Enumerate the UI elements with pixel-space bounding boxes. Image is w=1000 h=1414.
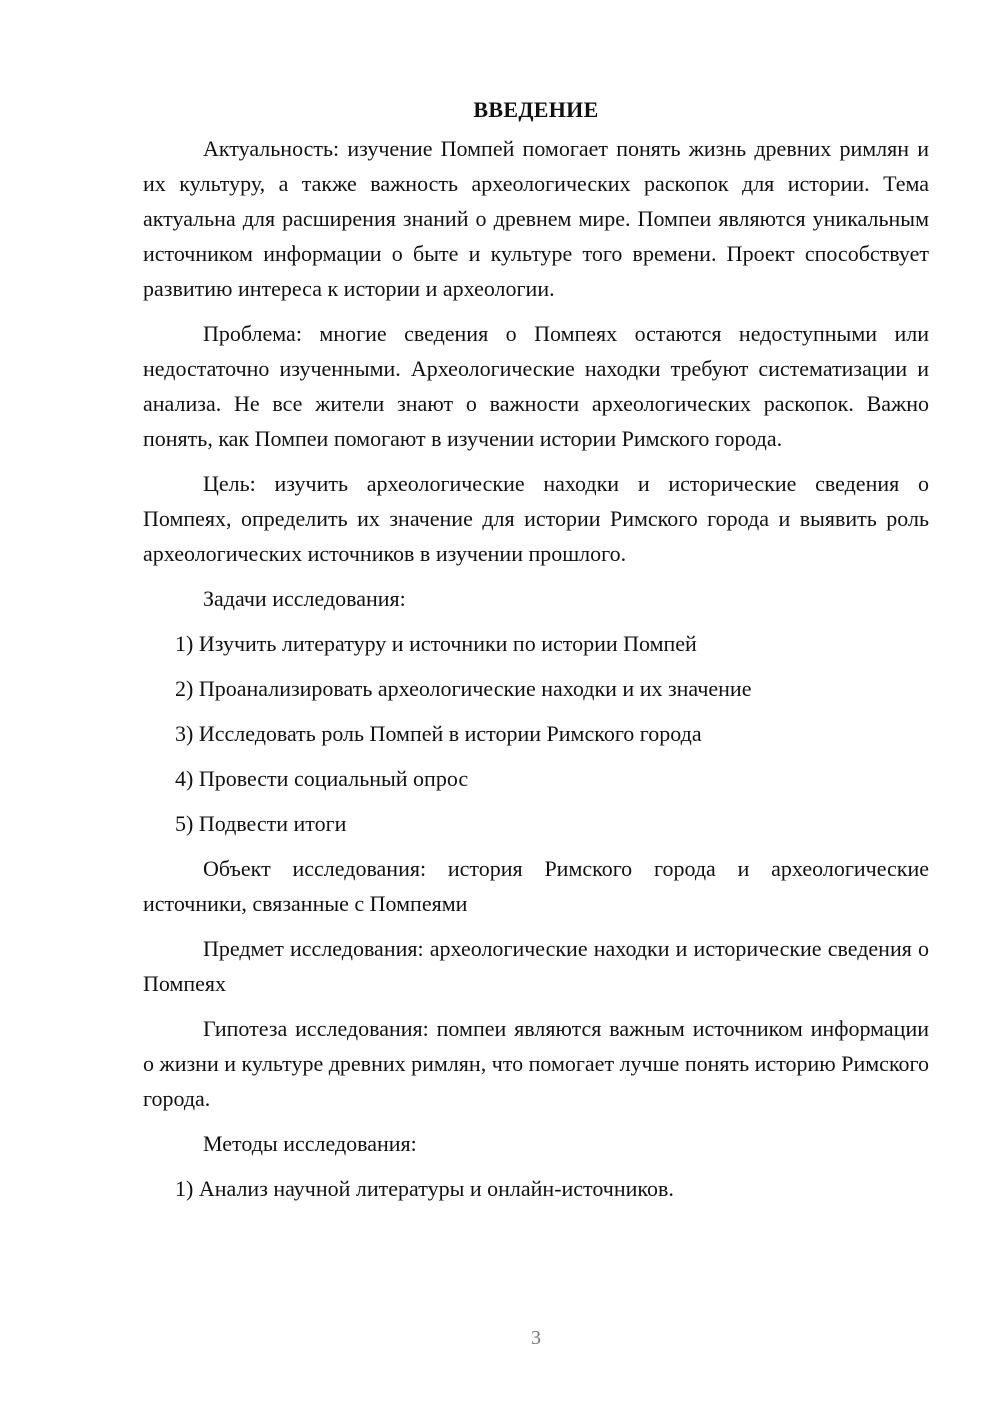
method-item: 1 ) Анализ научной литературы и онлайн-источников. — [143, 1171, 929, 1206]
page-title: ВВЕДЕНИЕ — [473, 97, 599, 122]
page-number: 3 — [531, 1327, 541, 1349]
goal-paragraph: Цель: изучить археологические находки и исторические сведения о Помпеях, определить их значение для истории Римского города и выявить роль археологических источников в изучении прошлого. — [143, 471, 929, 566]
task-item: 5 ) Подвести итоги — [143, 806, 929, 841]
methods-heading: Методы исследования: — [203, 1131, 417, 1156]
relevance-paragraph: Актуальность: изучение Помпей помогает понять жизнь древних римлян и их культуру, а также важность археологических раскопок для истории. Тема актуальна для расширения знаний о древнем мире. Помпеи являются уникальным источником информации о быте и культуре того времени. Проект способствует развитию интереса к истории и археологии. — [143, 136, 929, 301]
task-item: 2 ) Проанализировать археологические находки и их значение — [143, 671, 929, 706]
problem-paragraph: Проблема: многие сведения о Помпеях остаются недоступными или недостаточно изученными. Археологические находки требуют систематизации и анализа. Не все жители знают о важности археологических раскопок. Важно понять, как Помпеи помогают в изучении истории Римского города. — [143, 321, 929, 451]
task-item: 1 ) Изучить литературу и источники по истории Помпей — [143, 626, 929, 661]
task-item: 3 ) Исследовать роль Помпей в истории Римского города — [143, 716, 929, 751]
page-content — [143, 92, 929, 1216]
tasks-list — [143, 626, 929, 841]
tasks-heading: Задачи исследования: — [203, 586, 406, 611]
object-paragraph: Объект исследования: история Римского города и археологические источники, связанные с Помпеями — [143, 856, 929, 916]
task-item: 4 ) Провести социальный опрос — [143, 761, 929, 796]
subject-paragraph: Предмет исследования: археологические находки и исторические сведения о Помпеях — [143, 936, 929, 996]
hypothesis-paragraph: Гипотеза исследования: помпеи являются важным источником информации о жизни и культуре древних римлян, что помогает лучше понять историю Римского города. — [143, 1016, 929, 1111]
methods-list — [143, 1171, 929, 1206]
